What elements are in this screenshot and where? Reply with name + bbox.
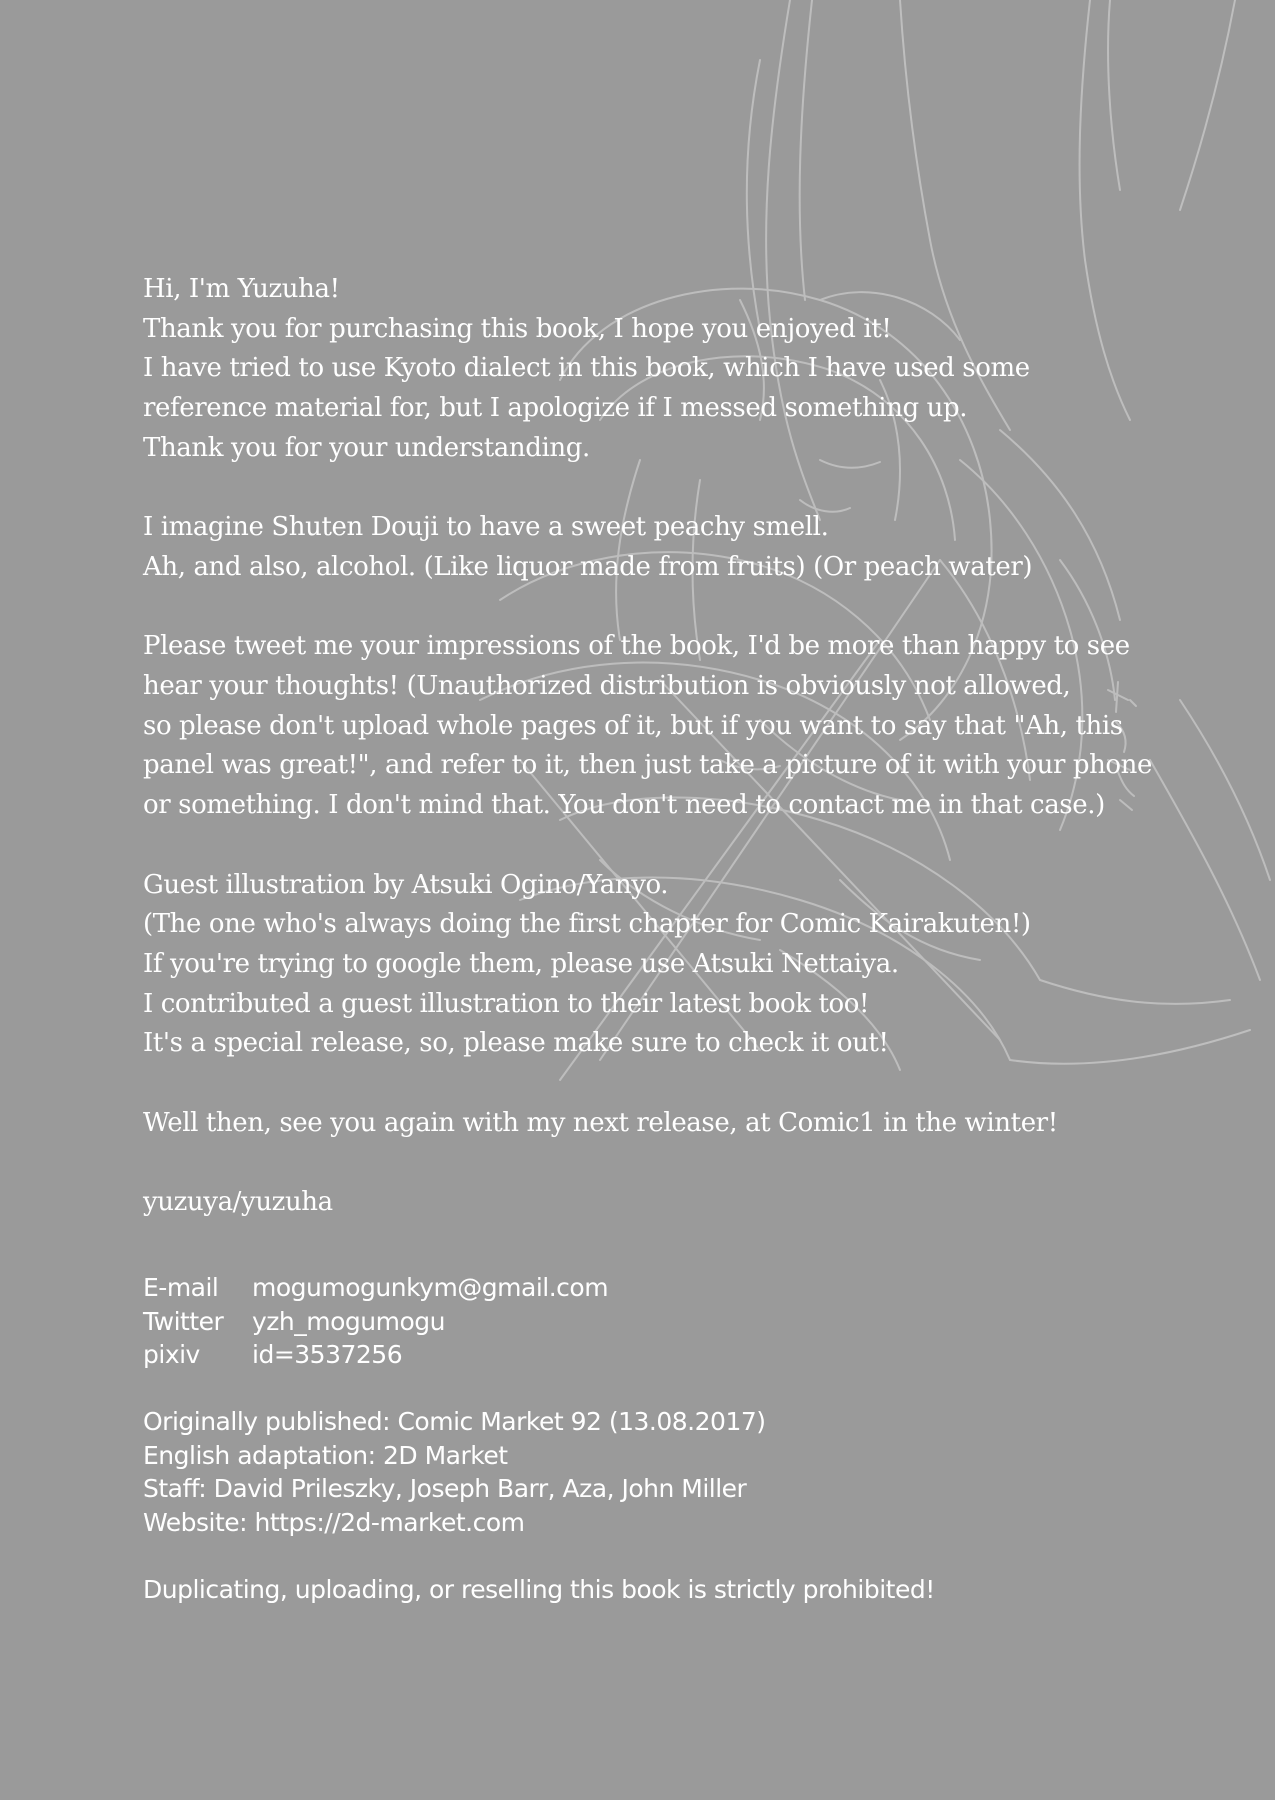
author-signature: yuzuya/yuzuha xyxy=(143,1187,333,1218)
letter-line: panel was great!", and refer to it, then just take a picture of it with your phone xyxy=(143,750,1153,781)
letter-line: It's a special release, so, please make sure to check it out! xyxy=(143,1028,889,1059)
publication-credits xyxy=(143,1405,1143,1539)
letter-line: Thank you for purchasing this book, I hope you enjoyed it! xyxy=(143,313,892,344)
letter-line: Well then, see you again with my next release, at Comic1 in the winter! xyxy=(143,1107,1058,1138)
contact-label: E-mail xyxy=(143,1273,219,1302)
letter-line: I contributed a guest illustration to their latest book too! xyxy=(143,988,870,1019)
credit-line-english-adaptation: English adaptation: 2D Market xyxy=(143,1440,508,1470)
letter-line: (The one who's always doing the first chapter for Comic Kairakuten!) xyxy=(143,909,1031,940)
credit-line-original-publication: Originally published: Comic Market 92 (13.08.2017) xyxy=(143,1407,766,1436)
letter-line: If you're trying to google them, please use Atsuki Nettaiya. xyxy=(143,948,899,979)
paragraph-impressions xyxy=(143,627,1153,826)
letter-line: or something. I don't mind that. You don't need to contact me in that case.) xyxy=(143,790,1105,821)
paragraph-guest-illustration xyxy=(143,866,1143,1065)
letter-line: so please don't upload whole pages of it, but if you want to say that "Ah, this xyxy=(143,710,1123,741)
letter-line: Guest illustration by Atsuki Ogino/Yanyo. xyxy=(143,869,669,900)
contact-value-twitter: yzh_mogumogu xyxy=(252,1306,445,1336)
contact-value-email: mogumogunkym@gmail.com xyxy=(252,1273,609,1302)
copyright-warning: Duplicating, uploading, or reselling this book is strictly prohibited! xyxy=(143,1575,935,1604)
letter-line: Ah, and also, alcohol. (Like liquor made from fruits) (Or peach water) xyxy=(143,551,1033,582)
paragraph-greeting xyxy=(143,270,1143,469)
contact-label: pixiv xyxy=(143,1340,200,1369)
letter-line: reference material for, but I apologize if I messed something up. xyxy=(143,393,968,424)
letter-line: Please tweet me your impressions of the book, I'd be more than happy to see xyxy=(143,631,1130,662)
contact-value-pixiv: id=3537256 xyxy=(252,1340,403,1369)
letter xyxy=(143,270,1153,1223)
letter-line: hear your thoughts! (Unauthorized distribution is obviously not allowed, xyxy=(143,671,1071,701)
credit-line-website: Website: https://2d-market.com xyxy=(143,1507,525,1537)
contact-row-email xyxy=(143,1271,1143,1305)
contact-list xyxy=(143,1271,1143,1372)
contact-row-twitter xyxy=(143,1305,1143,1339)
letter-line: Hi, I'm Yuzuha! xyxy=(143,274,340,304)
letter-line: I have tried to use Kyoto dialect in this book, which I have used some xyxy=(143,353,1030,384)
letter-line: I imagine Shuten Douji to have a sweet peachy smell. xyxy=(143,512,829,543)
credit-line-staff: Staff: David Prileszky, Joseph Barr, Aza, John Miller xyxy=(143,1474,747,1503)
letter-line: Thank you for your understanding. xyxy=(143,432,590,463)
paragraph-smell xyxy=(143,508,1143,587)
contact-row-pixiv xyxy=(143,1338,1143,1372)
paragraph-farewell xyxy=(143,1104,1143,1144)
contact-label: Twitter xyxy=(143,1306,224,1336)
paragraph-signature xyxy=(143,1183,1143,1223)
